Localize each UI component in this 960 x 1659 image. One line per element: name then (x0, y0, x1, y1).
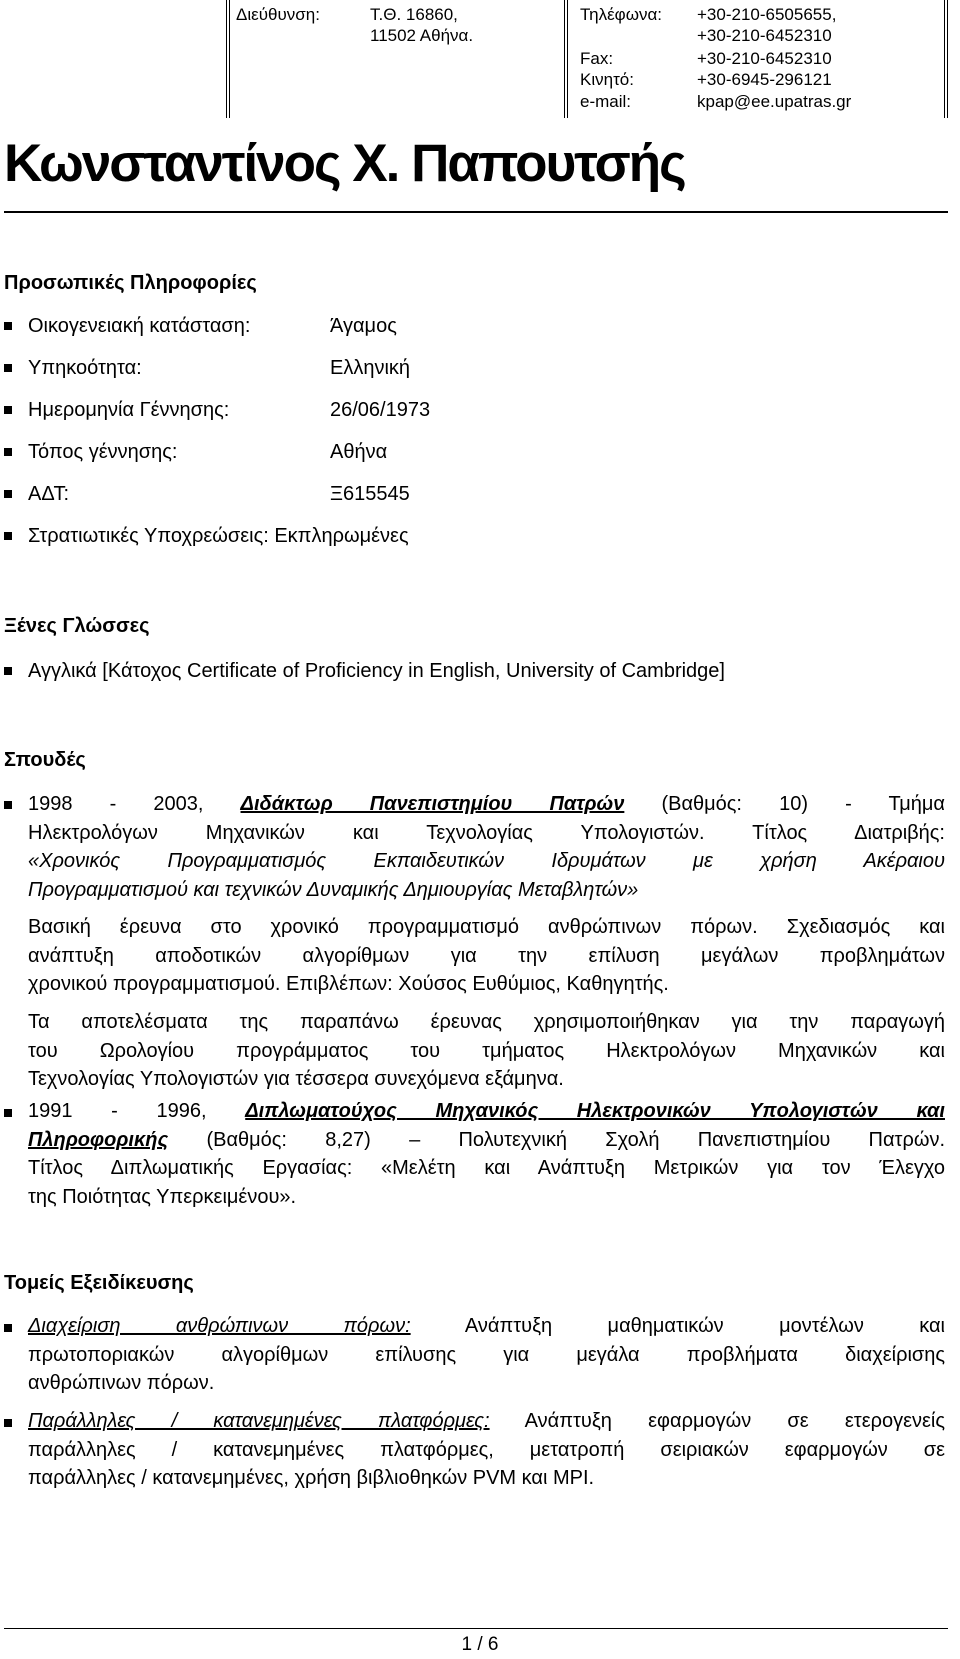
section-title-languages: Ξένες Γλώσσες (4, 615, 150, 637)
header-divider-right (944, 0, 948, 118)
phd-thesis-title-1: «Χρονικός Προγραμματισμός Εκπαιδευτικών Ιδρυμάτων με χρήση Ακέραιου (28, 850, 945, 872)
diploma-line-1 (28, 1097, 945, 1126)
phd-research-line: Βασική έρευνα στο χρονικό προγραμματισμό ανθρώπινων πόρων. Σχεδιασμός και (28, 916, 945, 938)
phd-line-1 (28, 790, 945, 819)
diploma-line-2 (28, 1126, 945, 1155)
phd-results-line: Τα αποτελέσματα της παραπάνω έρευνας χρησιμοποιήθηκαν για την παραγωγή (28, 1011, 945, 1033)
diploma-thesis-line: Τίτλος Διπλωματικής Εργασίας: «Μελέτη και Ανάπτυξη Μετρικών για τον Έλεγχο (28, 1157, 945, 1179)
personal-label: ΑΔΤ: (28, 483, 70, 505)
diploma-entry (28, 1097, 945, 1211)
phd-research-line: χρονικού προγραμματισμού. Επιβλέπων: Χούσος Ευθύμιος, Καθηγητής. (28, 973, 669, 995)
diploma-degree-cont: Πληροφορικής (28, 1128, 169, 1151)
mobile-number: +30-6945-296121 (697, 70, 832, 89)
expertise-line: πρωτοποριακών αλγορίθμων επίλυσης για μεγάλα προβλήματα διαχείρισης (28, 1343, 945, 1366)
footer-rule (4, 1628, 948, 1629)
phd-results-description (28, 1008, 945, 1094)
bullet-icon (4, 364, 12, 372)
personal-value: Ελληνική (330, 357, 411, 379)
phd-results-line: του Ωρολογίου προγράμματος του τμήματος Ηλεκτρολόγων Μηχανικών και (28, 1039, 945, 1062)
phd-results-line: Τεχνολογίας Υπολογιστών για τέσσερα συνεχόμενα εξάμηνα. (28, 1068, 564, 1090)
diploma-line-2-rest: (Βαθμός: 8,27) – Πολυτεχνική Σχολή Πανεπιστημίου Πατρών. (206, 1128, 946, 1151)
bullet-icon (4, 1419, 12, 1427)
expertise-line: ανθρώπινων πόρων. (28, 1372, 215, 1394)
phd-line-2: Ηλεκτρολόγων Μηχανικών και Τεχνολογίας Υπολογιστών. Τίτλος Διατριβής: (28, 821, 945, 844)
bullet-icon (4, 406, 12, 414)
section-title-studies: Σπουδές (4, 749, 86, 771)
language-item: Αγγλικά [Κάτοχος Certificate of Proficiency in English, University of Cambridge] (28, 660, 725, 682)
phd-line-1-rest: (Βαθμός: 10) - Τμήμα (661, 793, 945, 815)
person-name: Κωνσταντίνος Χ. Παπουτσής (4, 134, 685, 193)
header-divider-left (226, 0, 230, 118)
phd-research-description (28, 913, 945, 999)
bullet-icon (4, 1324, 12, 1332)
personal-value: Ξ615545 (330, 483, 410, 505)
bullet-icon (4, 667, 12, 675)
phd-degree: Διδάκτωρ Πανεπιστημίου Πατρών (240, 793, 625, 815)
phone-label: Τηλέφωνα: (580, 5, 663, 24)
personal-label: Ημερομηνία Γέννησης: (28, 399, 230, 421)
personal-label: Τόπος γέννησης: (28, 441, 178, 463)
address-line-2: 11502 Αθήνα. (370, 26, 474, 45)
email-label: e-mail: (580, 92, 632, 111)
phone-1: +30-210-6505655, (697, 5, 837, 24)
expertise-topic: Παράλληλες / κατανεμημένες πλατφόρμες: (28, 1410, 490, 1432)
personal-label: Στρατιωτικές Υποχρεώσεις: (28, 525, 269, 547)
expertise-line: παράλληλες / κατανεμημένες, χρήση βιβλιοθηκών PVM και MPI. (28, 1467, 595, 1489)
email-address: kpap@ee.upatras.gr (697, 92, 852, 111)
phone-2: +30-210-6452310 (697, 26, 832, 45)
expertise-text: Ανάπτυξη εφαρμογών σε ετερογενείς (524, 1410, 946, 1432)
personal-value: Εκπληρωμένες (274, 525, 409, 547)
address-line-1: Τ.Θ. 16860, (370, 5, 458, 24)
diploma-thesis-line: της Ποιότητας Υπερκειμένου». (28, 1185, 297, 1208)
diploma-degree: Διπλωματούχος Μηχανικός Ηλεκτρονικών Υπολογιστών και (245, 1100, 945, 1122)
expertise-item-parallel (28, 1407, 945, 1493)
expertise-line (28, 1312, 945, 1341)
expertise-line: παράλληλες / κατανεμημένες πλατφόρμες, μετατροπή σειριακών εφαρμογών σε (28, 1438, 945, 1461)
expertise-item-hr (28, 1312, 945, 1398)
contact-block (580, 0, 910, 118)
name-underline (4, 211, 948, 213)
page-number: 1 / 6 (461, 1634, 499, 1655)
mobile-label: Κινητό: (580, 70, 634, 89)
header-divider-mid (564, 0, 568, 118)
bullet-icon (4, 448, 12, 456)
address-block (236, 0, 556, 118)
phd-thesis-title-2: Προγραμματισμού και τεχνικών Δυναμικής Δημιουργίας Μεταβλητών» (28, 878, 639, 901)
section-title-expertise: Τομείς Εξειδίκευσης (4, 1272, 194, 1294)
personal-label: Οικογενειακή κατάσταση: (28, 315, 251, 337)
personal-label: Υπηκοότητα: (28, 357, 142, 379)
personal-value: Αθήνα (330, 441, 388, 463)
diploma-years: 1991 - 1996, (28, 1100, 207, 1122)
personal-value: 26/06/1973 (330, 399, 431, 421)
section-title-personal: Προσωπικές Πληροφορίες (4, 272, 257, 294)
personal-military (28, 523, 409, 549)
bullet-icon (4, 801, 12, 809)
phd-research-line: ανάπτυξη αποδοτικών αλγορίθμων για την επίλυση μεγάλων προβλημάτων (28, 944, 945, 967)
fax-number: +30-210-6452310 (697, 49, 832, 68)
address-label: Διεύθυνση: (236, 5, 320, 24)
expertise-topic: Διαχείριση ανθρώπινων πόρων: (28, 1315, 411, 1337)
bullet-icon (4, 1109, 12, 1117)
expertise-text: Ανάπτυξη μαθηματικών μοντέλων και (464, 1315, 945, 1337)
bullet-icon (4, 532, 12, 540)
phd-entry (28, 790, 945, 904)
fax-label: Fax: (580, 49, 614, 68)
expertise-line (28, 1407, 945, 1436)
personal-value: Άγαμος (330, 315, 397, 337)
bullet-icon (4, 490, 12, 498)
phd-years: 1998 - 2003, (28, 793, 204, 815)
bullet-icon (4, 322, 12, 330)
